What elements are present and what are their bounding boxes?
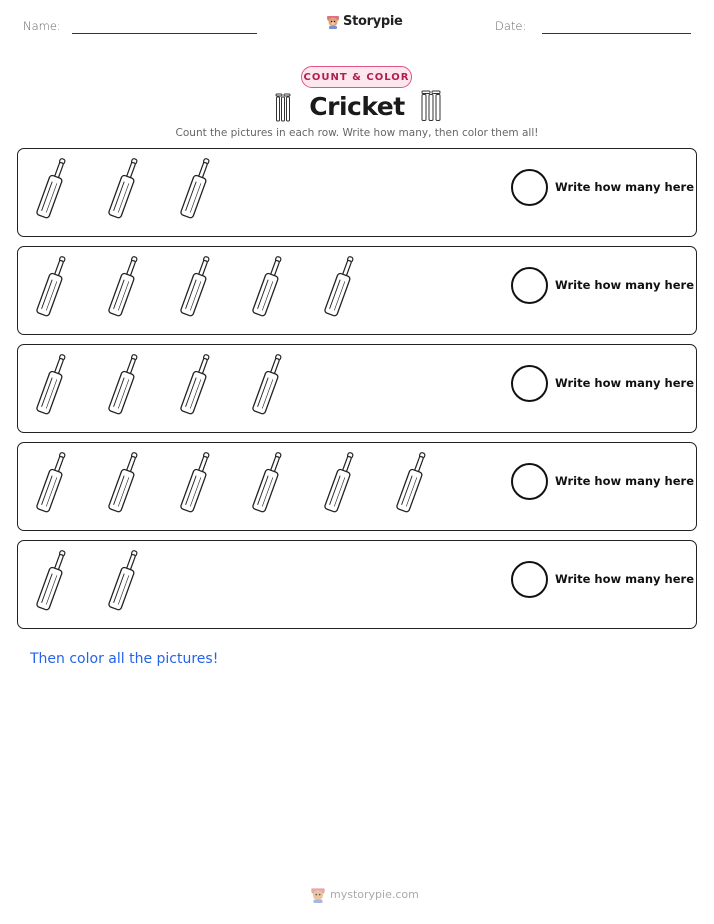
cricket-bat-icon [30,351,74,421]
cricket-bat-icon [246,253,290,323]
cricket-bat-icon [246,449,290,519]
cricket-bat-icon [30,155,74,225]
cricket-bat-icon [102,351,146,421]
cricket-bat-icon [318,449,362,519]
answer-circle[interactable] [511,463,548,500]
brand-logo [326,13,403,29]
date-line[interactable] [542,33,691,34]
cricket-wicket-icon [420,90,442,123]
answer-label: Write how many here [555,278,694,292]
cricket-bat-icon [102,547,146,617]
cricket-bat-icon [174,253,218,323]
cricket-bat-icon [102,253,146,323]
cricket-bat-icon [174,449,218,519]
cricket-bat-icon [318,253,362,323]
cricket-bat-icon [174,155,218,225]
cricket-bat-icon [174,351,218,421]
cricket-bat-icon [390,449,434,519]
answer-label: Write how many here [555,180,694,194]
instructions: Count the pictures in each row. Write how many, then color them all! [175,127,539,139]
answer-circle[interactable] [511,365,548,402]
counting-row [17,344,697,433]
worksheet-title: Cricket [309,92,405,121]
footer-site: mystorypie.com [330,887,419,901]
cricket-bat-icon [102,155,146,225]
cricket-bat-icon [30,449,74,519]
cricket-bat-icon [102,449,146,519]
answer-circle[interactable] [511,561,548,598]
name-label: Name: [23,19,61,33]
closing-note: Then color all the pictures! [30,651,219,667]
counting-row [17,442,697,531]
counting-row [17,540,697,629]
storypie-bear-logo-icon [310,885,326,903]
cricket-bat-icon [30,253,74,323]
title-row [0,90,714,126]
counting-row [17,148,697,237]
brand-name: Storypie [343,13,403,29]
answer-label: Write how many here [555,572,694,586]
storypie-bear-logo-icon [326,13,340,29]
counting-row [17,246,697,335]
answer-circle[interactable] [511,267,548,304]
category-badge: COUNT & COLOR [301,66,412,88]
cricket-bat-icon [246,351,290,421]
name-line[interactable] [72,33,257,34]
footer [310,885,419,903]
answer-label: Write how many here [555,474,694,488]
date-label: Date: [495,19,527,33]
answer-label: Write how many here [555,376,694,390]
cricket-bat-icon [30,547,74,617]
answer-circle[interactable] [511,169,548,206]
